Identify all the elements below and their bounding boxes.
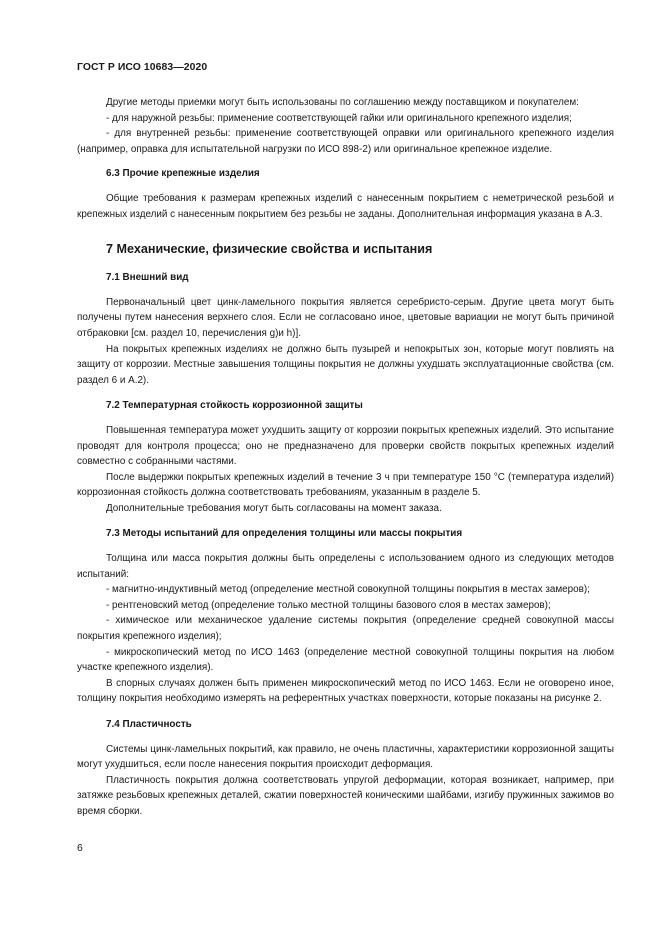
paragraph: После выдержки покрытых крепежных изделий в течение 3 ч при температуре 150 °С (температура изделий) коррозионная стойкость должна соответствовать требованиям, указанным в разделе 5.: [77, 471, 614, 499]
paragraph: Первоначальный цвет цинк-ламельного покрытия является серебристо-серым. Другие цвета могут быть получены путем нанесения верхнего слоя. Если не согласовано иное, цветовые вариации не могут быть причиной отбраковки [см. раздел 10, перечисления g)и h)].: [77, 296, 614, 339]
list-item: - для внутренней резьбы: применение соответствующей оправки или оригинального крепежного изделия (например, оправка для испытательной нагрузки по ИСО 898-2) или оригинальное крепежное изделие.: [77, 128, 614, 155]
paragraph: Толщина или масса покрытия должны быть определены с использованием одного из следующих методов испытаний:: [77, 553, 614, 580]
paragraph: Другие методы приемки могут быть использованы по соглашению между поставщиком и покупателем:: [106, 97, 579, 108]
list-item: - магнитно-индуктивный метод (определение местной совокупной толщины покрытия в местах замеров);: [106, 584, 590, 596]
section-heading-7: 7 Механические, физические свойства и испытания: [106, 242, 433, 257]
section-heading-7-3: 7.3 Методы испытаний для определения толщины или массы покрытия: [106, 528, 463, 540]
section-heading-7-1: 7.1 Внешний вид: [106, 272, 189, 284]
standard-header: ГОСТ Р ИСО 10683—2020: [77, 62, 208, 73]
list-item: - рентгеновский метод (определение только местной толщины базового слоя в местах замеров);: [106, 599, 551, 611]
paragraph: Общие требования к размерам крепежных изделий с нанесенным покрытием с неметрической резьбой и крепежных изделий с нанесенным покрытием без резьбы не заданы. Дополнительная информация указана в А.3.: [77, 192, 614, 220]
paragraph: Дополнительные требования могут быть согласованы на момент заказа.: [106, 502, 442, 514]
section-heading-7-2: 7.2 Температурная стойкость коррозионной защиты: [106, 400, 363, 412]
section-heading-7-4: 7.4 Пластичность: [106, 719, 192, 730]
paragraph: Пластичность покрытия должна соответствовать упругой деформации, которая возникает, например, при затяжке резьбовых крепежных деталей, сжатии поверхностей коническими шайбами, изгибу пружинных зажимов во время сборки.: [77, 774, 614, 817]
paragraph: Системы цинк-ламельных покрытий, как правило, не очень пластичны, характеристики коррозионной защиты могут ухудшиться, если после нанесения покрытия происходит деформация.: [77, 743, 614, 771]
section-heading-6-3: 6.3 Прочие крепежные изделия: [106, 168, 260, 180]
page-number: 6: [77, 843, 83, 854]
list-item: - химическое или механическое удаление системы покрытия (определение средней совокупной массы покрытия крепежного изделия);: [77, 615, 614, 643]
paragraph: Повышенная температура может ухудшить защиту от коррозии покрытых крепежных изделий. Это испытание проводят для контроля процесса; оно не предназначено для проверки свойств покрытых крепежных изделий совместно с собранными частями.: [77, 424, 614, 468]
list-item: - микроскопический метод по ИСО 1463 (определение местной совокупной толщины покрытия на любом участке крепежного изделия).: [77, 646, 614, 674]
paragraph: В спорных случаях должен быть применен микроскопический метод по ИСО 1463. Если не оговорено иное, толщину покрытия необходимо измерять на референтных участках поверхности, которые показаны на рисунке 2.: [77, 677, 614, 705]
list-item: - для наружной резьбы: применение соответствующей гайки или оригинального крепежного изделия;: [106, 112, 572, 124]
paragraph: На покрытых крепежных изделиях не должно быть пузырей и непокрытых зон, которые могут повлиять на защиту от коррозии. Местные завышения толщины покрытия не должны ухудшать эксплуатационные свойства (см. раздел 6 и А.2).: [77, 343, 614, 386]
page-content: [77, 95, 614, 820]
